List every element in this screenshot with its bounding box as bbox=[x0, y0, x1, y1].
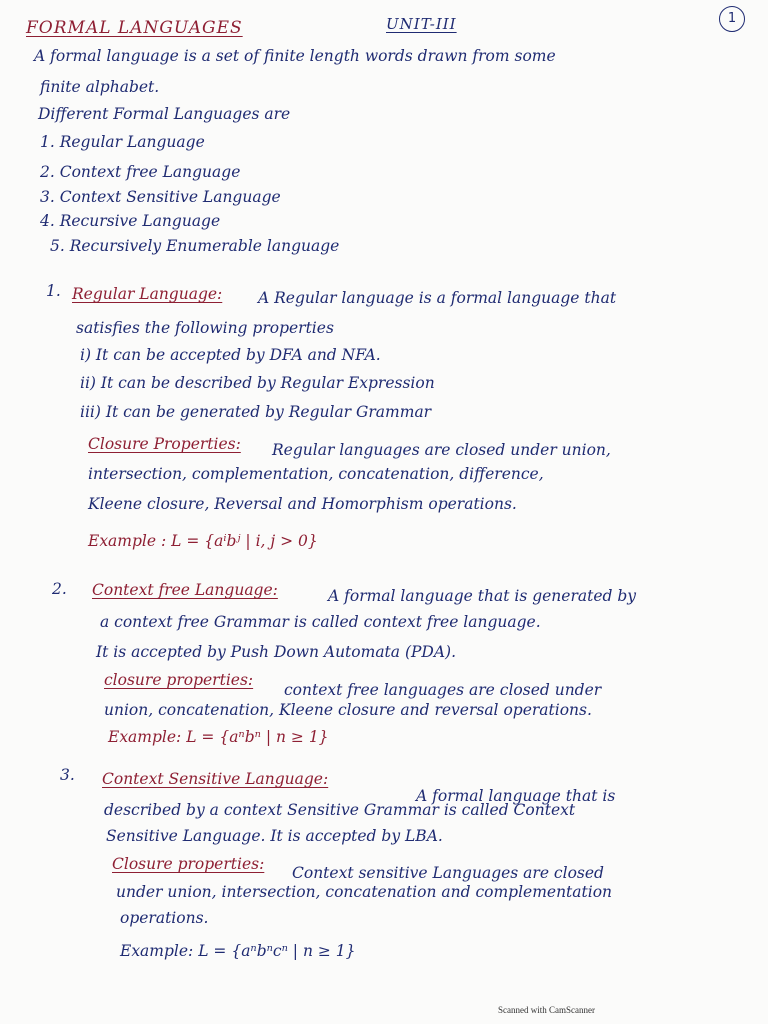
closure-label: closure properties: bbox=[104, 671, 254, 689]
page-number: 1 bbox=[719, 6, 745, 32]
list-heading: Different Formal Languages are bbox=[38, 105, 291, 123]
closure-text: under union, intersection, concatenation and complementation bbox=[116, 883, 613, 901]
property-item: iii) It can be generated by Regular Grammar bbox=[80, 403, 432, 421]
section-definition: It is accepted by Push Down Automata (PDA). bbox=[96, 643, 457, 661]
closure-label: Closure properties: bbox=[112, 855, 265, 873]
closure-text: context free languages are closed under bbox=[284, 681, 602, 699]
section-definition: a context free Grammar is called context free language. bbox=[100, 613, 541, 631]
closure-text: Context sensitive Languages are closed bbox=[292, 864, 604, 882]
unit-label: UNIT-III bbox=[386, 15, 457, 33]
property-item: i) It can be accepted by DFA and NFA. bbox=[80, 346, 381, 364]
section-definition: A formal language that is bbox=[416, 787, 616, 805]
intro-line-1: A formal language is a set of finite length words drawn from some bbox=[34, 47, 556, 65]
property-item: ii) It can be described by Regular Expression bbox=[80, 374, 435, 392]
closure-text: Kleene closure, Reversal and Homorphism operations. bbox=[88, 495, 517, 513]
list-item: 1. Regular Language bbox=[40, 133, 205, 151]
section-definition: described by a context Sensitive Grammar is called Context bbox=[104, 801, 576, 819]
closure-text: operations. bbox=[120, 909, 209, 927]
page-title: FORMAL LANGUAGES bbox=[26, 18, 243, 38]
scanner-watermark: Scanned with CamScanner bbox=[498, 1005, 595, 1015]
section-number: 1. bbox=[46, 282, 61, 300]
section-heading: Context Sensitive Language: bbox=[102, 770, 329, 788]
section-definition: A formal language that is generated by bbox=[328, 587, 637, 605]
closure-text: union, concatenation, Kleene closure and reversal operations. bbox=[104, 701, 592, 719]
section-number: 3. bbox=[60, 766, 75, 784]
section-definition: A Regular language is a formal language that bbox=[258, 289, 617, 307]
section-definition: Sensitive Language. It is accepted by LBA. bbox=[106, 827, 443, 845]
intro-line-2: finite alphabet. bbox=[40, 78, 160, 96]
section-heading: Context free Language: bbox=[92, 581, 278, 599]
section-heading: Regular Language: bbox=[72, 285, 223, 303]
example: Example: L = {aⁿbⁿcⁿ | n ≥ 1} bbox=[120, 942, 356, 960]
list-item: 4. Recursive Language bbox=[40, 212, 221, 230]
list-item: 5. Recursively Enumerable language bbox=[50, 237, 340, 255]
section-definition: satisfies the following properties bbox=[76, 319, 334, 337]
list-item: 3. Context Sensitive Language bbox=[40, 188, 281, 206]
list-item: 2. Context free Language bbox=[40, 163, 241, 181]
closure-text: Regular languages are closed under union, bbox=[272, 441, 611, 459]
example: Example: L = {aⁿbⁿ | n ≥ 1} bbox=[108, 728, 329, 746]
example: Example : L = {aⁱbʲ | i, j > 0} bbox=[88, 532, 318, 550]
section-number: 2. bbox=[52, 580, 67, 598]
closure-text: intersection, complementation, concatenation, difference, bbox=[88, 465, 544, 483]
closure-label: Closure Properties: bbox=[88, 435, 241, 453]
